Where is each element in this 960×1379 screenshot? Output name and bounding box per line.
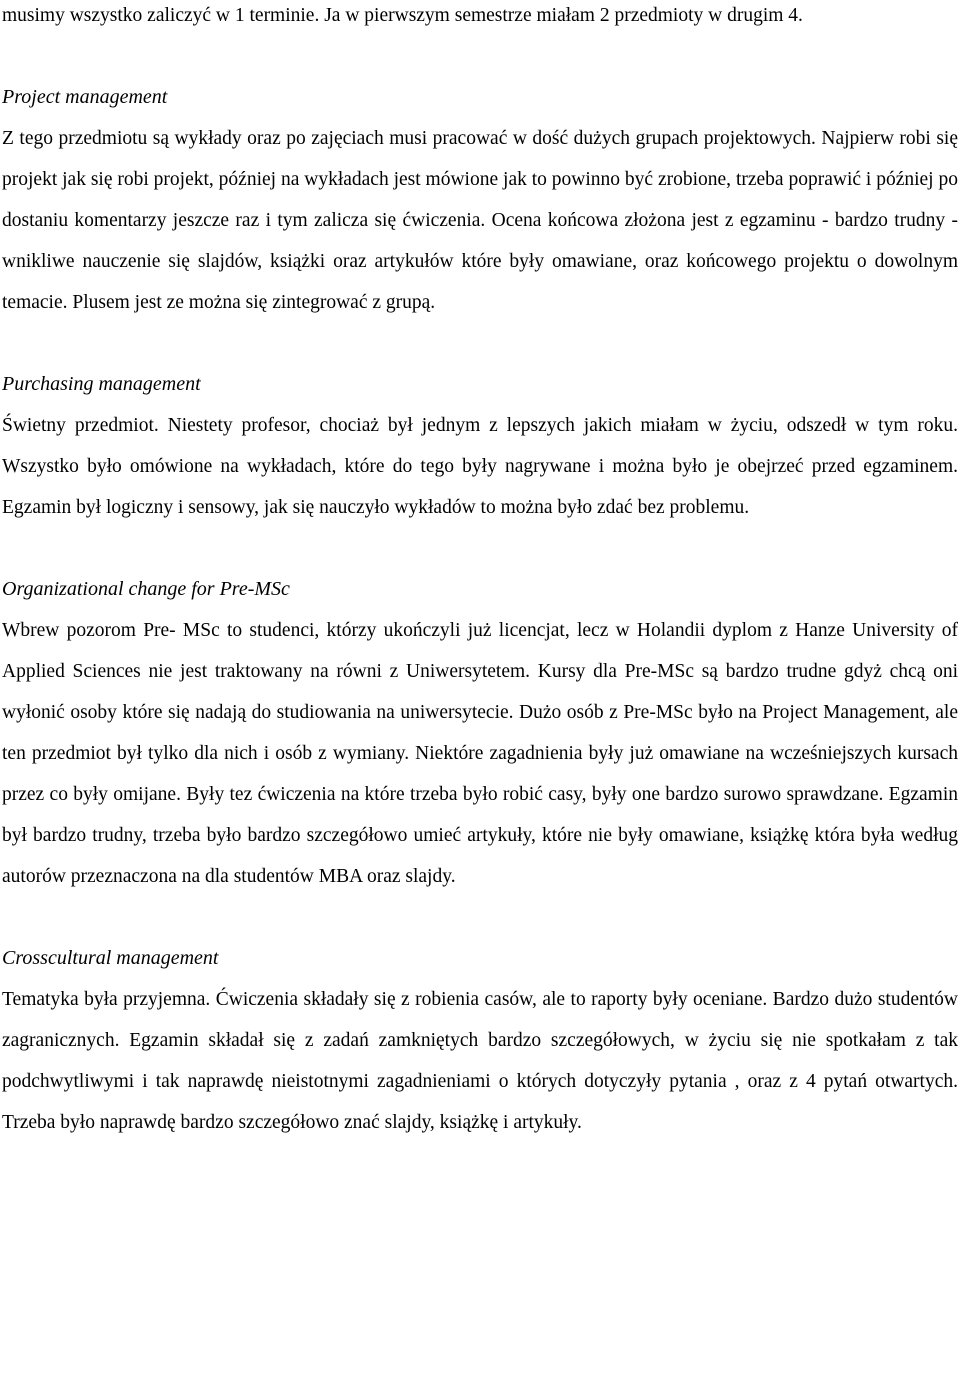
section-body-project-management: Z tego przedmiotu są wykłady oraz po zajęciach musi pracować w dość dużych grupach projektowych. Najpierw robi się projekt jak się robi projekt, później na wykładach jest mówione jak to powinno być zrobione, trzeba poprawić i później po dostaniu komentarzy jeszcze raz i tym zalicza się ćwiczenia. Ocena końcowa złożona jest z egzaminu - bardzo trudny - wnikliwe nauczenie się slajdów, książki oraz artykułów które były omawiane, oraz końcowego projektu o dowolnym temacie. Plusem jest ze można się zintegrować z grupą. [2,128,958,313]
spacer [2,528,958,569]
spacer [2,36,958,77]
document-page [2,0,958,1143]
spacer [2,323,958,364]
intro-paragraph: musimy wszystko zaliczyć w 1 terminie. Ja w pierwszym semestrze miałam 2 przedmioty w drugim 4. [2,5,803,26]
section-body-purchasing-management: Świetny przedmiot. Niestety profesor, chociaż był jednym z lepszych jakich miałam w życiu, odszedł w tym roku. Wszystko było omówione na wykładach, które do tego były nagrywane i można było je obejrzeć przed egzaminem. Egzamin był logiczny i sensowy, jak się nauczyło wykładów to można było zdać bez problemu. [2,415,958,518]
section-body-crosscultural-management: Tematyka była przyjemna. Ćwiczenia składały się z robienia casów, ale to raporty były oceniane. Bardzo dużo studentów zagranicznych. Egzamin składał się z zadań zamkniętych bardzo szczegółowych, w życiu się nie spotkałam z tak podchwytliwymi i tak naprawdę nieistotnymi zagadnieniami o których dotyczyły pytania , oraz z 4 pytań otwartych. Trzeba było naprawdę bardzo szczegółowo znać slajdy, książkę i artykuły. [2,989,958,1133]
section-body-organizational-change: Wbrew pozorom Pre- MSc to studenci, którzy ukończyli już licencjat, lecz w Holandii dyplom z Hanze University of Applied Sciences nie jest traktowany na równi z Uniwersytetem. Kursy dla Pre-MSc są bardzo trudne gdyż chcą oni wyłonić osoby które się nadają do studiowania na uniwersytecie. Dużo osób z Pre-MSc było na Project Management, ale ten przedmiot był tylko dla nich i osób z wymiany. Niektóre zagadnienia były już omawiane na wcześniejszych kursach przez co były omijane. Były tez ćwiczenia na które trzeba było robić casy, były one bardzo surowo sprawdzane. Egzamin był bardzo trudny, trzeba było bardzo szczegółowo umieć artykuły, które nie były omawiane, książkę która była według autorów przeznaczona na dla studentów MBA oraz slajdy. [2,620,958,887]
section-heading-organizational-change: Organizational change for Pre-MSc [2,578,290,600]
section-heading-purchasing-management: Purchasing management [2,373,201,395]
section-heading-crosscultural-management: Crosscultural management [2,947,219,969]
spacer [2,897,958,938]
section-heading-project-management: Project management [2,86,168,108]
